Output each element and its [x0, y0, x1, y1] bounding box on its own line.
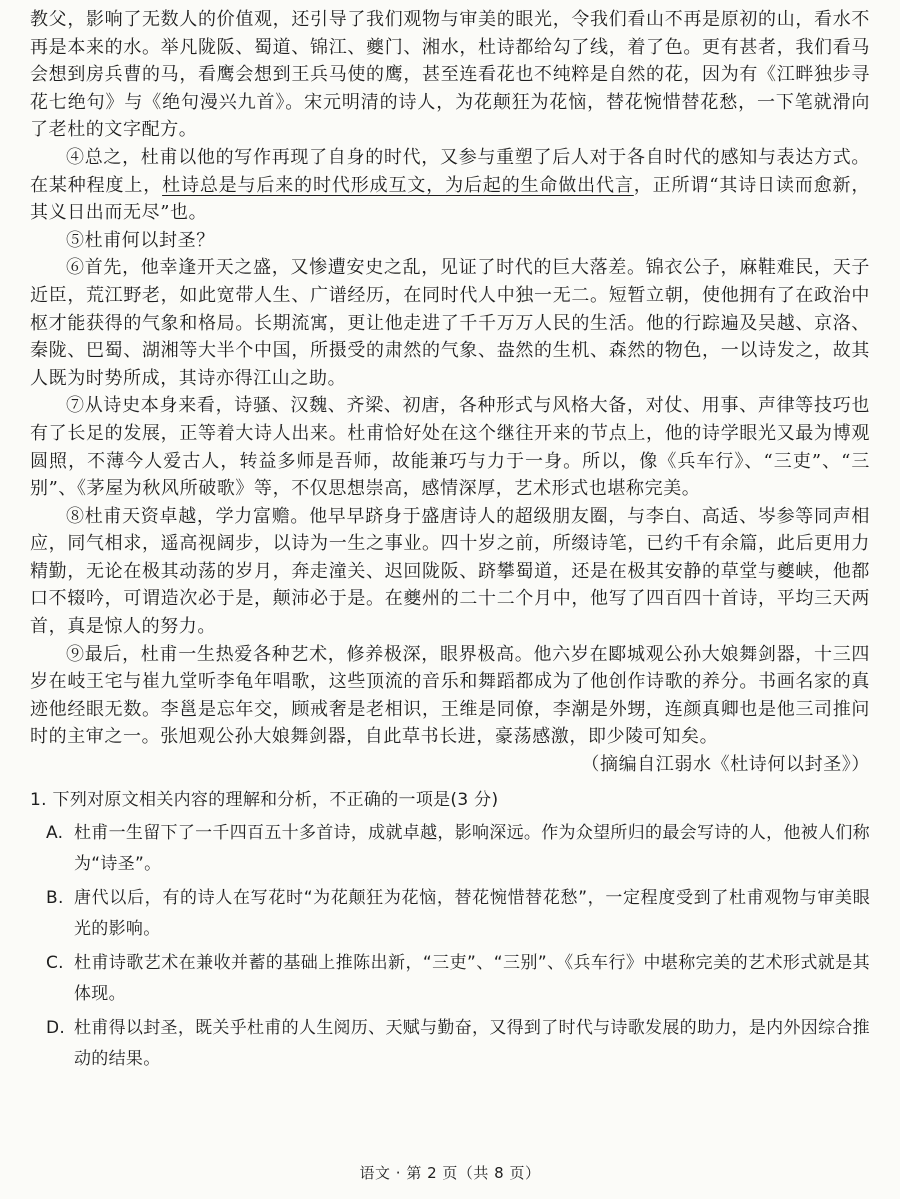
exam-page [30, 6, 870, 1075]
question-stem: 1. 下列对原文相关内容的理解和分析，不正确的一项是(3 分) [30, 789, 499, 810]
option-text: 杜甫得以封圣，既关乎杜甫的人生阅历、天赋与勤奋，又得到了时代与诗歌发展的助力，是内外因综合推动的结果。 [74, 1017, 870, 1069]
option-letter: C. [46, 952, 64, 973]
passage-paragraph-9: ⑨最后，杜甫一生热爱各种艺术，修养极深，眼界极高。他六岁在郾城观公孙大娘舞剑器，十三四岁在岐王宅与崔九堂听李龟年唱歌，这些顶流的音乐和舞蹈都成为了他创作诗歌的养分。书画名家的真迹他经眼无数。李邕是忘年交，顾戒奢是老相识，王维是同僚，李潮是外甥，连颜真卿也是他三司推问时的主审之一。张旭观公孙大娘舞剑器，自此草书长进，豪荡感激，即少陵可知矣。 [30, 643, 870, 748]
option-a[interactable] [46, 818, 870, 880]
p4-text-a: ④总之，杜甫以他的写作再现了自身的时代，又参与重塑了后人对于各自时代的感知与表达方式。在某种程度上， [30, 146, 870, 196]
passage-paragraph-continued: 教父，影响了无数人的价值观，还引导了我们观物与审美的眼光，令我们看山不再是原初的山，看水不再是本来的水。举凡陇阪、蜀道、锦江、夔门、湘水，杜诗都给勾了线，着了色。更有甚者，我们看马会想到房兵曹的马，看鹰会想到王兵马使的鹰，甚至连看花也不纯粹是自然的花，因为有《江畔独步寻花七绝句》与《绝句漫兴九首》。宋元明清的诗人，为花颠狂为花恼，替花惋惜替花愁，一下笔就滑向了老杜的文字配方。 [30, 9, 870, 141]
option-d[interactable] [46, 1013, 870, 1075]
option-letter: D. [46, 1017, 66, 1038]
option-letter: A. [46, 822, 64, 843]
option-c[interactable] [46, 948, 870, 1010]
passage-paragraph-4 [30, 144, 870, 227]
reading-passage [30, 6, 870, 779]
question-1 [30, 785, 870, 1075]
passage-paragraph-6: ⑥首先，他幸逢开天之盛，又惨遭安史之乱，见证了时代的巨大落差。锦衣公子，麻鞋难民，天子近臣，荒江野老，如此宽带人生、广谱经历，在同时代人中独一无二。短暂立朝，使他拥有了在政治中枢才能获得的气象和格局。长期流寓，更让他走进了千千万万人民的生活。他的行踪遍及吴越、京洛、秦陇、巴蜀、湖湘等大半个中国，所摄受的肃然的气象、盎然的生机、森然的物色，一以诗发之，故其人既为时势所成，其诗亦得江山之助。 [30, 257, 870, 389]
page-footer: 语文 · 第 2 页（共 8 页） [359, 1164, 541, 1182]
p4-underlined-sentence: 杜诗总是与后来的时代形成互文，为后起的生命做出代言 [162, 174, 634, 196]
option-letter: B. [46, 887, 64, 908]
option-text: 杜甫诗歌艺术在兼收并蓄的基础上推陈出新，“三吏”、“三别”、《兵车行》中堪称完美的艺术形式就是其体现。 [74, 952, 870, 1004]
option-text: 唐代以后，有的诗人在写花时“为花颠狂为花恼，替花惋惜替花愁”，一定程度受到了杜甫观物与审美眼光的影响。 [74, 887, 870, 939]
passage-paragraph-8: ⑧杜甫天资卓越，学力富赡。他早早跻身于盛唐诗人的超级朋友圈，与李白、高适、岑参等同声相应，同气相求，遥高视阔步，以诗为一生之事业。四十岁之前，所缀诗笔，已约千有余篇，此后更用力精勤，无论在极其动荡的岁月，奔走潼关、迟回陇阪、跻攀蜀道，还是在极其安静的草堂与夔峡，他都口不辍吟，可谓造次必于是，颠沛必于是。在夔州的二十二个月中，他写了四百四十首诗，平均三天两首，真是惊人的努力。 [30, 505, 870, 638]
passage-paragraph-7: ⑦从诗史本身来看，诗骚、汉魏、齐梁、初唐，各种形式与风格大备，对仗、用事、声律等技巧也有了长足的发展，正等着大诗人出来。杜甫恰好处在这个继往开来的节点上，他的诗学眼光又最为博观圆照，不薄今人爱古人，转益多师是吾师，故能兼巧与力于一身。所以，像《兵车行》、“三吏”、“三别”、《茅屋为秋风所破歌》等，不仅思想崇高，感情深厚，艺术形式也堪称完美。 [30, 395, 870, 500]
passage-source: （摘编自江弱水《杜诗何以封圣》） [581, 754, 870, 776]
p4-text-b: ，正所谓“其诗日读而愈新，其义日出而无尽”也。 [30, 174, 870, 224]
passage-paragraph-5: ⑤杜甫何以封圣？ [66, 229, 215, 251]
option-text: 杜甫一生留下了一千四百五十多首诗，成就卓越，影响深远。作为众望所归的最会写诗的人，他被人们称为“诗圣”。 [74, 822, 870, 874]
option-b[interactable] [46, 883, 870, 945]
